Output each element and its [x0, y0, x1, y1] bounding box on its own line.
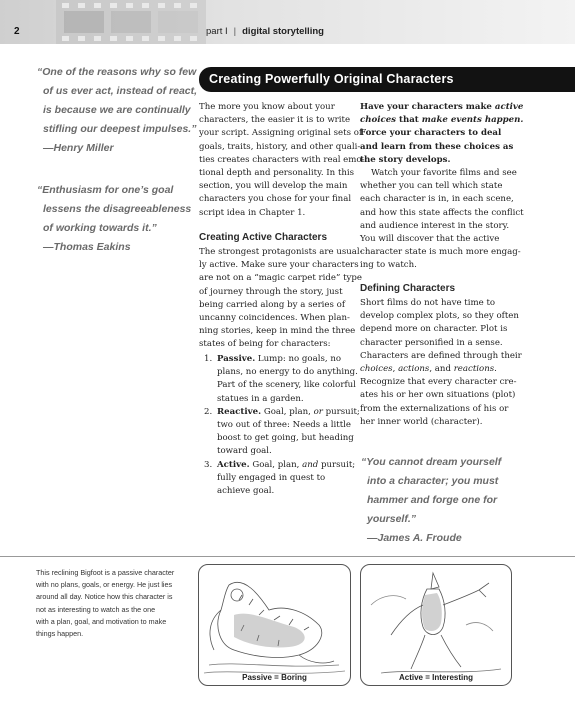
text-line: whether you can tell which state [360, 181, 503, 192]
text-line: two out of three: Needs a little [217, 420, 352, 431]
text-line: tional depth and personality. In this [199, 168, 355, 179]
text-fragment: , and [429, 364, 454, 375]
active-bigfoot-sketch-icon [361, 565, 511, 685]
quote-attribution: —James A. Froude [367, 532, 462, 544]
text-fragment: and [302, 459, 319, 470]
text-line: and learn from these choices as [360, 141, 514, 152]
text-fragment: . [494, 364, 497, 375]
running-head [206, 26, 324, 37]
text-fragment: choices [360, 115, 397, 126]
figure-caption [36, 567, 174, 640]
quote-attribution: —Henry Miller [43, 142, 114, 154]
text-line: each character is in, in each scene, [360, 194, 514, 205]
text-line: your script. Assigning original sets of [199, 128, 363, 139]
intro-paragraph [199, 101, 364, 220]
filmstrip-graphic [56, 0, 206, 44]
text-fragment: actions [398, 364, 430, 375]
text-line: are not on a “magic carpet ride” type [199, 273, 362, 284]
quote-line: lessens the disagreeableness [43, 203, 192, 215]
text-fragment: active [494, 102, 524, 112]
quote-line: “Enthusiasm for one’s goal [37, 184, 174, 196]
list-term: Passive. [217, 354, 256, 364]
quote-line: is because we are continually [43, 104, 191, 116]
text-line: toward goal. [217, 446, 272, 457]
caption-line: not as interesting to watch as the one [36, 604, 156, 614]
list-number: 3. [204, 459, 213, 470]
list-number: 2. [204, 406, 213, 417]
text-line: of journey through the story, just [199, 286, 343, 297]
quote-line: of us ever act, instead of react, [43, 85, 198, 97]
quote-line: hammer and forge one for [367, 494, 498, 506]
section-divider [0, 556, 575, 557]
passive-label: Passive = Boring [242, 673, 307, 682]
text-line: The strongest protagonists are usual- [199, 247, 363, 257]
text-line: Force your characters to deal [360, 128, 502, 139]
text-line: ning stories, keep in mind the three [199, 326, 356, 337]
text-line: fully engaged in quest to [217, 472, 326, 483]
quote-line: “One of the reasons why so few [37, 66, 197, 78]
text-line: character state is much more engag- [360, 247, 521, 258]
text-line: ates his or her own situations (plot) [360, 390, 516, 401]
text-line: boost to get going, but heading [217, 433, 354, 444]
text-line: statues in a garden. [217, 393, 304, 404]
chapter-title: digital storytelling [242, 26, 324, 37]
pull-quote-froude [361, 453, 501, 548]
quote-line: stifling our deepest impulses.” [43, 123, 197, 135]
text-line: her inner world (character). [360, 416, 483, 427]
text-line: states of being for characters: [199, 339, 331, 350]
text-line: Recognize that every character cre- [360, 377, 517, 388]
quote-line: into a character; you must [367, 475, 499, 487]
text-line: Watch your favorite films and see [371, 168, 517, 178]
running-head-separator: | [233, 26, 237, 37]
text-line: from the externalizations of his or [360, 403, 509, 414]
subhead-defining-characters: Defining Characters [360, 283, 456, 294]
caption-line: with no plans, goals, or energy. He just lies [36, 580, 173, 590]
section-title: Creating Powerfully Original Characters [209, 72, 454, 86]
text-line: develop complex plots, so they often [360, 311, 519, 322]
text-fragment: that [396, 115, 422, 126]
text-line: characters you chose for your final [199, 194, 352, 205]
caption-line: around all day. Notice how this character is [36, 592, 173, 602]
text-fragment: Lump: no goals, no [255, 354, 342, 364]
text-line: and how this state affects the conflict [360, 207, 524, 218]
list-term: Reactive. [217, 406, 262, 417]
text-line: Characters are defined through their [360, 350, 522, 361]
subhead-active-characters: Creating Active Characters [199, 232, 328, 243]
defining-characters-paragraph [360, 297, 522, 429]
text-fragment: pursuit; [318, 459, 356, 470]
text-fragment: make events happen. [421, 115, 524, 126]
text-fragment: , [392, 364, 399, 375]
reclining-bigfoot-sketch-icon [199, 565, 350, 685]
text-line: uncanny coincidences. When plan- [199, 313, 350, 324]
active-characters-paragraph [199, 246, 363, 352]
text-fragment: Goal, plan, [249, 459, 303, 470]
text-line: goals, traits, history, and other quali- [199, 141, 361, 152]
text-line: characters, the easier it is to write [199, 115, 351, 126]
text-fragment: Have your characters make [360, 102, 495, 112]
text-fragment: choices [360, 364, 393, 375]
page-header [0, 0, 575, 44]
text-line: ties creates characters with real emo- [199, 154, 365, 165]
passive-sketch-frame [198, 564, 351, 686]
character-states-list [204, 353, 360, 498]
page-number: 2 [14, 26, 20, 37]
list-item [204, 406, 360, 459]
pull-quote-eakins [37, 181, 191, 257]
text-line: script idea in Chapter 1. [199, 207, 306, 218]
text-line: depend more on character. Plot is [360, 324, 508, 335]
quote-line: “You cannot dream yourself [361, 456, 502, 468]
text-fragment: reactions [453, 364, 495, 375]
text-line: plans, no energy to do anything. [217, 367, 358, 378]
quote-attribution: —Thomas Eakins [43, 241, 131, 253]
text-fragment: or [313, 406, 323, 417]
text-line: achieve goal. [217, 486, 275, 497]
text-line: ly active. Make sure your characters [199, 260, 359, 271]
watch-films-paragraph [360, 167, 524, 273]
part-label: part I [206, 26, 228, 37]
caption-line: things happen. [36, 629, 84, 639]
text-line: You will discover that the active [360, 234, 500, 245]
list-number: 1. [204, 354, 213, 364]
caption-line: This reclining Bigfoot is a passive character [36, 568, 175, 577]
text-line: Short films do not have time to [360, 298, 496, 308]
quote-line: of working towards it.” [43, 222, 157, 234]
quote-line: yourself.” [367, 513, 417, 525]
text-line: ing to watch. [360, 260, 417, 271]
active-label: Active = Interesting [398, 673, 474, 682]
text-fragment: pursuit; [322, 406, 360, 417]
list-term: Active. [217, 459, 250, 470]
text-line: The more you know about your [199, 102, 335, 112]
text-line: Part of the scenery, like colorful [217, 380, 356, 391]
pull-quote-miller [37, 63, 197, 158]
caption-line: with a plan, goal, and motivation to make [36, 616, 167, 626]
lead-paragraph [360, 101, 523, 167]
list-item [204, 353, 360, 406]
text-line: section, you will develop the main [199, 181, 348, 192]
text-line: character personified in a sense. [360, 337, 503, 348]
list-item [204, 459, 360, 499]
active-sketch-frame [360, 564, 512, 686]
section-title-bar [199, 67, 575, 92]
text-fragment: Goal, plan, [261, 406, 314, 417]
text-line: and audience interest in the story. [360, 220, 510, 231]
text-line: being carried along by a series of [199, 299, 346, 310]
text-line: the story develops. [360, 154, 451, 165]
